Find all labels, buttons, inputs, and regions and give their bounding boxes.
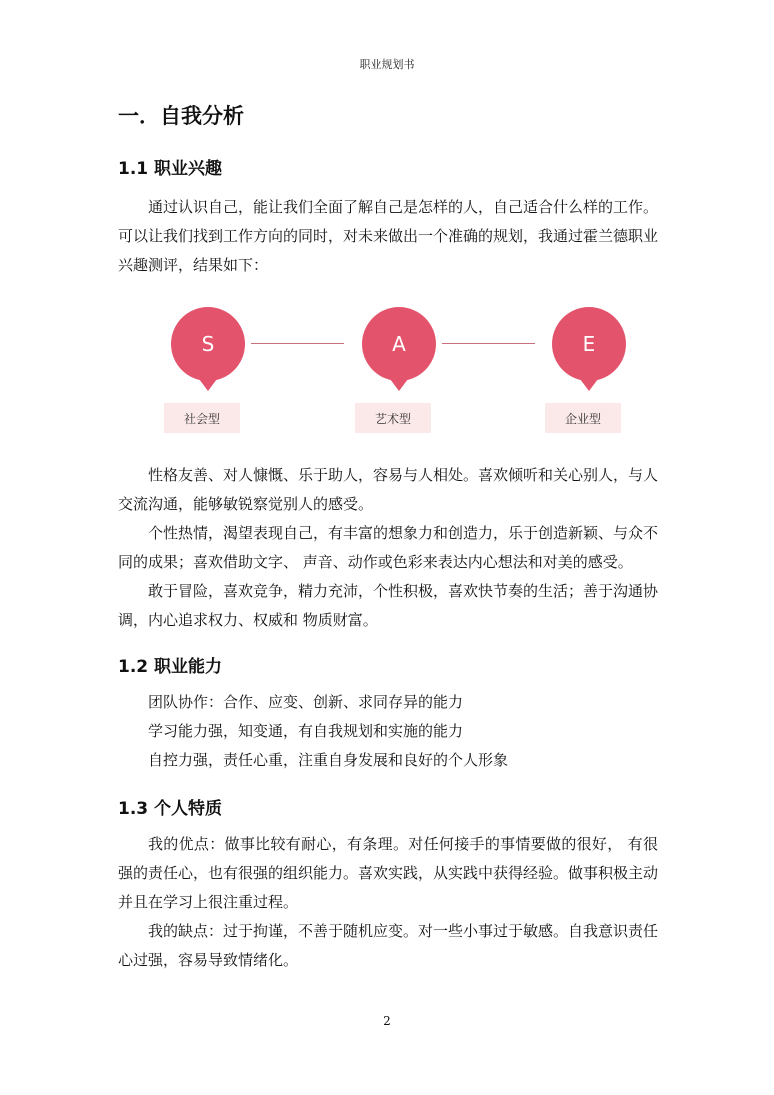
result-circle-a: A <box>362 307 436 381</box>
interest-paragraph-artistic: 个性热情，渴望表现自己，有丰富的想象力和创造力，乐于创造新颖、与众不同的成果；喜欢借助文字、 声音、动作或色彩来表达内心想法和对美的感受。 <box>118 524 659 571</box>
pointer-icon <box>199 379 217 391</box>
ability-item: 自控力强，责任心重，注重自身发展和良好的个人形象 <box>148 751 509 769</box>
result-node-e <box>545 300 635 445</box>
ability-item: 团队协作：合作、应变、创新、求同存异的能力 <box>148 693 464 711</box>
holland-result-diagram <box>150 300 630 445</box>
result-node-a <box>355 300 445 445</box>
connector-line-a-e <box>442 343 535 344</box>
pointer-icon <box>390 379 408 391</box>
result-circle-s: S <box>171 307 245 381</box>
subsection-heading-personal-traits: 1.3 个人特质 <box>118 799 223 819</box>
subsection-heading-career-ability: 1.2 职业能力 <box>118 657 223 677</box>
interest-paragraph-social: 性格友善、对人慷慨、乐于助人，容易与人相处。喜欢倾听和关心别人，与人交流沟通，能够敏锐察觉别人的感受。 <box>118 466 659 513</box>
traits-paragraph-strengths: 我的优点：做事比较有耐心，有条理。对任何接手的事情要做的很好， 有很强的责任心，也有很强的组织能力。喜欢实践，从实践中获得经验。做事积极主动并且在学习上很注重过程。 <box>118 835 659 911</box>
result-node-s <box>164 300 254 445</box>
document-header-title: 职业规划书 <box>359 58 415 71</box>
page-number: 2 <box>383 1014 391 1028</box>
connector-line-s-a <box>251 343 344 344</box>
pointer-icon <box>580 379 598 391</box>
section-heading-self-analysis: 一．自我分析 <box>118 104 244 128</box>
interest-paragraph-enterprising: 敢于冒险，喜欢竞争，精力充沛，个性积极，喜欢快节奏的生活；善于沟通协调，内心追求权力、权威和 物质财富。 <box>118 582 659 629</box>
result-circle-e: E <box>552 307 626 381</box>
subsection-heading-career-interest: 1.1 职业兴趣 <box>118 159 223 179</box>
ability-item: 学习能力强，知变通，有自我规划和实施的能力 <box>148 722 464 740</box>
result-tag-social: 社会型 <box>164 403 240 433</box>
interest-intro-paragraph: 通过认识自己，能让我们全面了解自己是怎样的人，自己适合什么样的工作。可以让我们找到工作方向的同时，对未来做出一个准确的规划，我通过霍兰德职业兴趣测评，结果如下： <box>118 198 659 274</box>
result-tag-enterprising: 企业型 <box>545 403 621 433</box>
traits-paragraph-weaknesses: 我的缺点：过于拘谨，不善于随机应变。对一些小事过于敏感。自我意识责任心过强，容易导致情绪化。 <box>118 922 659 969</box>
result-tag-artistic: 艺术型 <box>355 403 431 433</box>
